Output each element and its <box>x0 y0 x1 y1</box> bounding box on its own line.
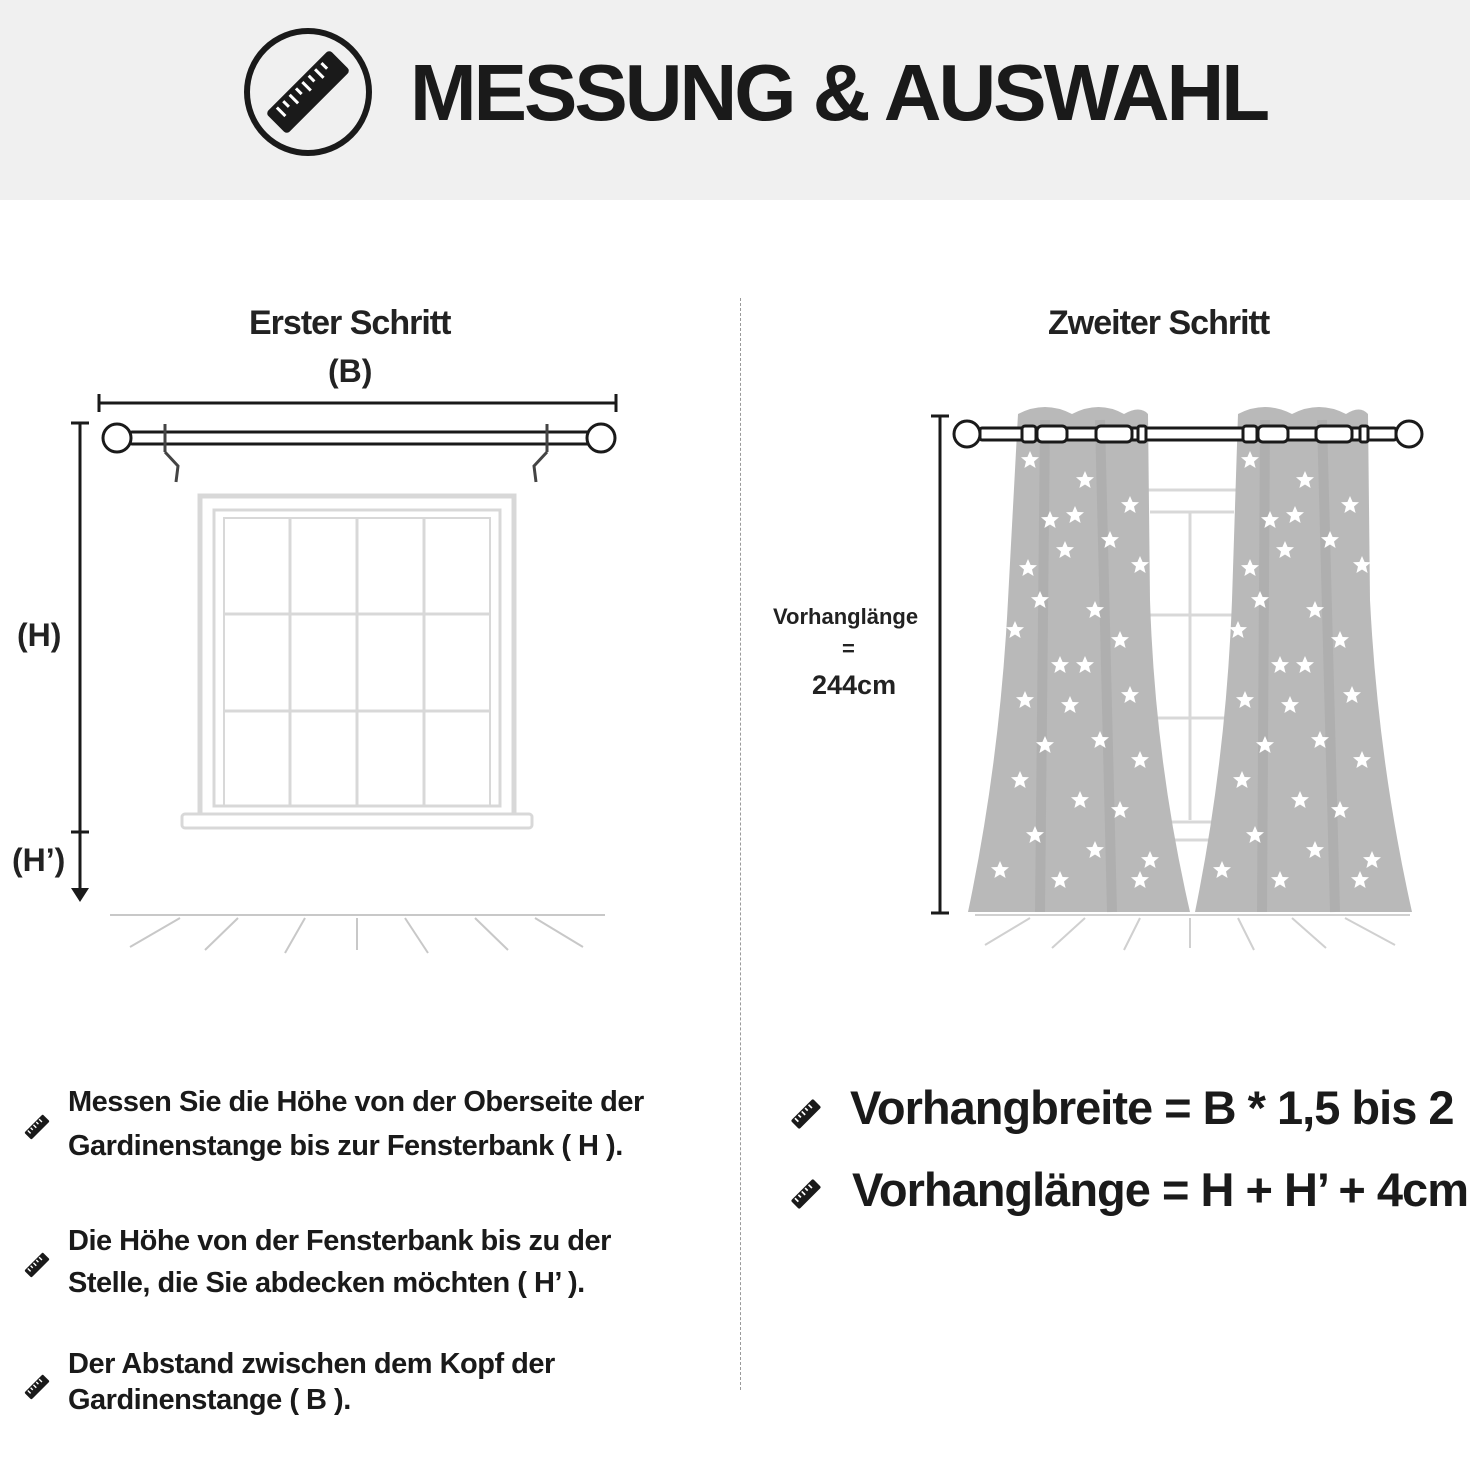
length-label: Vorhanglänge <box>773 604 919 629</box>
label-h-prime: (H’) <box>12 842 66 878</box>
ruler-icon <box>22 1372 52 1402</box>
ruler-icon <box>22 1250 52 1280</box>
label-h: (H) <box>17 617 62 653</box>
length-equals: = <box>842 636 855 661</box>
formula-length: Vorhanglänge = H + H’ + 4cm <box>852 1163 1468 1216</box>
instruction-2 <box>68 1220 728 1304</box>
instruction-2-line1: Die Höhe von der Fensterbank bis zu der <box>68 1225 611 1257</box>
formula-width: Vorhangbreite = B * 1,5 bis 2 <box>850 1081 1454 1134</box>
right-curtain <box>1195 407 1412 912</box>
length-value: 244cm <box>812 670 897 700</box>
label-b: (B) <box>328 353 373 389</box>
instruction-1-line1: Messen Sie die Höhe von der Oberseite der <box>68 1086 644 1118</box>
ruler-icon <box>22 1112 52 1142</box>
instruction-2-line2: Stelle, die Sie abdecken möchten ( H’ ). <box>68 1267 585 1299</box>
floor-lines <box>975 915 1410 950</box>
instruction-3-line2: Gardinenstange ( B ). <box>68 1384 351 1416</box>
ruler-icon <box>788 1096 824 1132</box>
instruction-1-line2: Gardinenstange bis zur Fensterbank ( H ). <box>68 1130 623 1162</box>
ruler-icon <box>788 1176 824 1212</box>
step2-title: Zweiter Schritt <box>1048 304 1270 342</box>
instruction-3 <box>68 1346 728 1418</box>
curtain-length-measure-line <box>931 416 949 913</box>
instruction-1 <box>68 1080 728 1168</box>
page-title: MESSUNG & AUSWAHL <box>410 48 1268 137</box>
instruction-3-line1: Der Abstand zwischen dem Kopf der <box>68 1348 555 1380</box>
left-curtain <box>968 407 1190 912</box>
step1-title: Erster Schritt <box>249 304 451 342</box>
